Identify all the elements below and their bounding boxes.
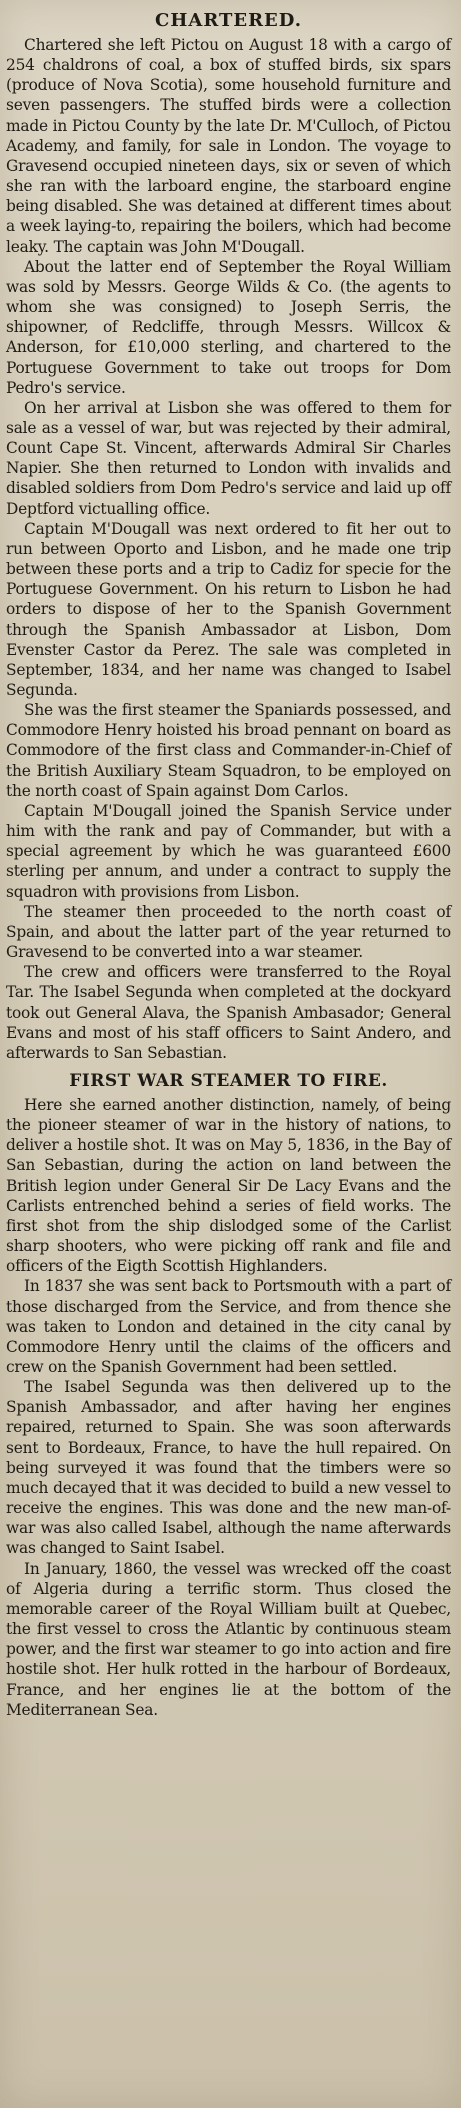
paragraph: The crew and officers were transferred to the Royal Tar. The Isabel Segunda when completed at the dockyard took out General Alava, the Spanish Ambasador; General Evans and most of his staff officers to Saint Andero, and afterwards to San Sebastian. [6, 963, 451, 1062]
paragraph: On her arrival at Lisbon she was offered to them for sale as a vessel of war, but was rejected by their admiral, Count Cape St. Vincent, afterwards Admiral Sir Charles Napier. She then returned to London with invalids and disabled soldiers from Dom Pedro's service and laid up off Deptford victualling office. [6, 398, 451, 518]
paragraph: She was the first steamer the Spaniards possessed, and Commodore Henry hoisted his broad pennant on board as Commodore of the first class and Commander-in-Chief of the British Auxiliary Steam Squadron, to be employed on the north coast of Spain against Dom Carlos. [6, 701, 451, 800]
clipping-top-edge [6, 4, 451, 8]
paragraph: About the latter end of September the Royal William was sold by Messrs. George Wilds & Co. (the agents to whom she was consigned) to Joseph Serris, the shipowner, of Redcliffe, through Messrs. Willcox & Anderson, for £10,000 sterling, and chartered to the Portuguese Government to take out troops for Dom Pedro's service. [6, 257, 451, 397]
paragraph: Captain M'Dougall joined the Spanish Service under him with the rank and pay of Commander, but with a special agreement by which he was guaranteed £600 sterling per annum, and under a contract to supply the squadron with provisions from Lisbon. [6, 801, 451, 901]
paragraph: Chartered she left Pictou on August 18 with a cargo of 254 chaldrons of coal, a box of stuffed birds, six spars (produce of Nova Scotia), some household furniture and seven passengers. The stuffed birds were a collection made in Pictou County by the late Dr. M'Culloch, of Pictou Academy, and family, for sale in London. The voyage to Gravesend occupied nineteen days, six or seven of which she ran with the larboard engine, the starboard engine being disabled. She was detained at different times about a week laying-to, repairing the boilers, which had become leaky. The captain was John M'Dougall. [6, 36, 451, 256]
section-subheading: FIRST WAR STEAMER TO FIRE. [69, 1070, 388, 1091]
paragraph: The steamer then proceeded to the north coast of Spain, and about the latter part of the year returned to Gravesend to be converted into a war steamer. [6, 902, 451, 962]
paragraph: In January, 1860, the vessel was wrecked off the coast of Algeria during a terrific storm. Thus closed the memorable career of the Royal William built at Quebec, the first vessel to cross the Atlantic by continuous steam power, and the first war steamer to go into action and fire hostile shot. Her hulk rotted in the harbour of Bordeaux, France, and her engines lie at the bottom of the Mediterranean Sea. [6, 1559, 451, 1719]
paragraph: Captain M'Dougall was next ordered to fit her out to run between Oporto and Lisbon, and he made one trip between these ports and a trip to Cadiz for specie for the Portuguese Government. On his return to Lisbon he had orders to dispose of her to the Spanish Government through the Spanish Ambassador at Lisbon, Dom Evenster Castor da Perez. The sale was completed in September, 1834, and her name was changed to Isabel Segunda. [6, 519, 451, 699]
section-heading: CHARTERED. [155, 10, 302, 31]
paragraph: In 1837 she was sent back to Portsmouth with a part of those discharged from the Service, and from thence she was taken to London and detained in the city canal by Commodore Henry until the claims of the officers and crew on the Spanish Government had been settled. [6, 1277, 451, 1376]
paragraph: The Isabel Segunda was then delivered up to the Spanish Ambassador, and after having her engines repaired, returned to Spain. She was soon afterwards sent to Bordeaux, France, to have the hull repaired. On being surveyed it was found that the timbers were so much decayed that it was decided to build a new vessel to receive the engines. This was done and the new man-of-war was also called Isabel, although the name afterwards was changed to Saint Isabel. [6, 1378, 451, 1558]
paragraph: Here she earned another distinction, namely, of being the pioneer steamer of war in the history of nations, to deliver a hostile shot. It was on May 5, 1836, in the Bay of San Sebastian, during the action on land between the British legion under General Sir De Lacy Evans and the Carlists entrenched behind a series of field works. The first shot from the ship dislodged some of the Carlist sharp shooters, who were picking off rank and file and officers of the Eigth Scottish Highlanders. [6, 1095, 451, 1276]
